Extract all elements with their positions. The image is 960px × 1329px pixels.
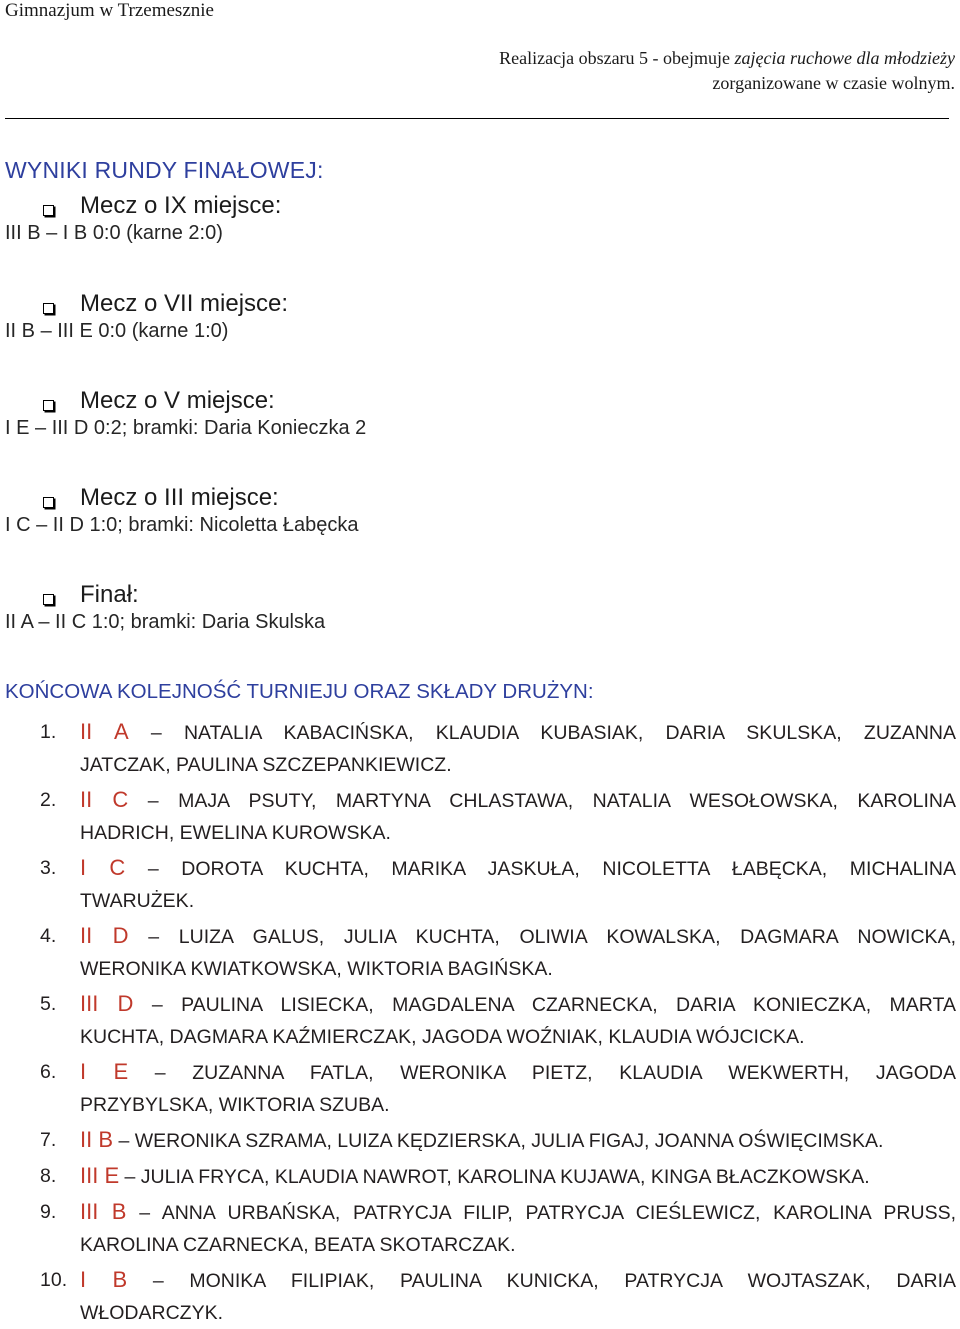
match-result: II B – III E 0:0 (karne 1:0) <box>5 320 229 342</box>
header-note-prefix: Realizacja obszaru 5 - obejmuje <box>499 48 735 68</box>
match-label: Mecz o IX miejsce: <box>80 192 282 219</box>
match-label: Mecz o III miejsce: <box>80 484 279 511</box>
team-players-cont: TWARUŻEK. <box>80 890 195 912</box>
team-players-cont: JATCZAK, PAULINA SZCZEPANKIEWICZ. <box>80 754 452 776</box>
rank-number: 9. <box>40 1201 57 1223</box>
team-class: II C <box>80 787 129 812</box>
match-label: Finał: <box>80 581 139 608</box>
ranking-item <box>40 1160 956 1193</box>
match-5th-place <box>5 387 366 440</box>
checkbox-bullet-icon <box>43 594 54 605</box>
ranking-item <box>40 920 956 985</box>
ranking-item <box>40 1056 956 1121</box>
team-players: – JULIA FRYCA, KLAUDIA NAWROT, KAROLINA KUJAWA, KINGA BŁACZKOWSKA. <box>124 1166 870 1188</box>
match-label: Mecz o V miejsce: <box>80 387 275 414</box>
checkbox-bullet-icon <box>43 205 54 216</box>
match-result: I C – II D 1:0; bramki: Nicoletta Łabęcka <box>5 514 359 536</box>
team-class: II A <box>80 719 129 744</box>
team-class: I B <box>80 1267 128 1292</box>
team-players: – LUIZA GALUS, JULIA KUCHTA, OLIWIA KOWALSKA, DAGMARA NOWICKA, <box>148 926 956 948</box>
final-ranking-title: KOŃCOWA KOLEJNOŚĆ TURNIEJU ORAZ SKŁADY DRUŻYN: <box>5 680 594 703</box>
team-class: II D <box>80 923 129 948</box>
match-3rd-place <box>5 484 359 537</box>
team-class: III D <box>80 991 134 1016</box>
rank-number: 4. <box>40 925 57 947</box>
rank-number: 2. <box>40 789 57 811</box>
team-players-cont: WERONIKA KWIATKOWSKA, WIKTORIA BAGIŃSKA. <box>80 958 553 980</box>
team-players-cont: KAROLINA CZARNECKA, BEATA SKOTARCZAK. <box>80 1234 516 1256</box>
match-result: III B – I B 0:0 (karne 2:0) <box>5 222 223 244</box>
team-class: III E <box>80 1163 120 1188</box>
team-players-cont: PRZYBYLSKA, WIKTORIA SZUBA. <box>80 1094 390 1116</box>
rank-number: 3. <box>40 857 57 879</box>
header-note-italic: zajęcia ruchowe dla młodzieży <box>734 48 955 68</box>
team-players-cont: HADRICH, EWELINA KUROWSKA. <box>80 822 391 844</box>
header-note <box>355 46 955 96</box>
ranking-item <box>40 1264 956 1329</box>
match-9th-place <box>5 192 282 245</box>
ranking-item <box>40 852 956 917</box>
team-players: – PAULINA LISIECKA, MAGDALENA CZARNECKA, DARIA KONIECZKA, MARTA <box>151 994 957 1016</box>
team-class: I C <box>80 855 126 880</box>
team-players: – DOROTA KUCHTA, MARIKA JASKUŁA, NICOLETTA ŁABĘCKA, MICHALINA <box>147 858 956 880</box>
ranking-item <box>40 716 956 781</box>
header-note-line2: zorganizowane w czasie wolnym. <box>712 73 955 93</box>
rank-number: 10. <box>40 1269 68 1291</box>
header-divider <box>5 118 949 119</box>
match-result: I E – III D 0:2; bramki: Daria Konieczka 2 <box>5 417 367 439</box>
team-players: – ANNA URBAŃSKA, PATRYCJA FILIP, PATRYCJA CIEŚLEWICZ, KAROLINA PRUSS, <box>139 1202 956 1224</box>
rank-number: 7. <box>40 1129 57 1151</box>
team-players: – ZUZANNA FATLA, WERONIKA PIETZ, KLAUDIA WEKWERTH, JAGODA <box>154 1062 957 1084</box>
rank-number: 5. <box>40 993 57 1015</box>
match-label: Mecz o VII miejsce: <box>80 290 289 317</box>
team-players: – MONIKA FILIPIAK, PAULINA KUNICKA, PATRYCJA WOJTASZAK, DARIA <box>152 1270 956 1292</box>
ranking-item <box>40 988 956 1053</box>
checkbox-bullet-icon <box>43 400 54 411</box>
team-players: – MAJA PSUTY, MARTYNA CHLASTAWA, NATALIA WESOŁOWSKA, KAROLINA <box>147 790 956 812</box>
final-ranking-list <box>40 716 956 1329</box>
team-players-cont: WŁODARCZYK. <box>80 1302 224 1324</box>
team-class: I E <box>80 1059 129 1084</box>
rank-number: 1. <box>40 721 57 743</box>
team-class: II B <box>80 1127 114 1152</box>
rank-number: 6. <box>40 1061 57 1083</box>
team-class: III B <box>80 1199 127 1224</box>
rank-number: 8. <box>40 1165 57 1187</box>
final-round-title: WYNIKI RUNDY FINAŁOWEJ: <box>5 157 324 183</box>
team-players: – WERONIKA SZRAMA, LUIZA KĘDZIERSKA, JULIA FIGAJ, JOANNA OŚWIĘCIMSKA. <box>118 1130 884 1152</box>
match-result: II A – II C 1:0; bramki: Daria Skulska <box>5 611 326 633</box>
match-final <box>5 581 325 634</box>
ranking-item <box>40 784 956 849</box>
school-name: Gimnazjum w Trzemesznie <box>5 0 214 21</box>
match-7th-place <box>5 290 289 343</box>
ranking-item <box>40 1196 956 1261</box>
team-players-cont: KUCHTA, DAGMARA KAŹMIERCZAK, JAGODA WOŹNIAK, KLAUDIA WÓJCICKA. <box>80 1026 805 1048</box>
ranking-item <box>40 1124 956 1157</box>
checkbox-bullet-icon <box>43 303 54 314</box>
checkbox-bullet-icon <box>43 497 54 508</box>
team-players: – NATALIA KABACIŃSKA, KLAUDIA KUBASIAK, DARIA SKULSKA, ZUZANNA <box>150 722 956 744</box>
